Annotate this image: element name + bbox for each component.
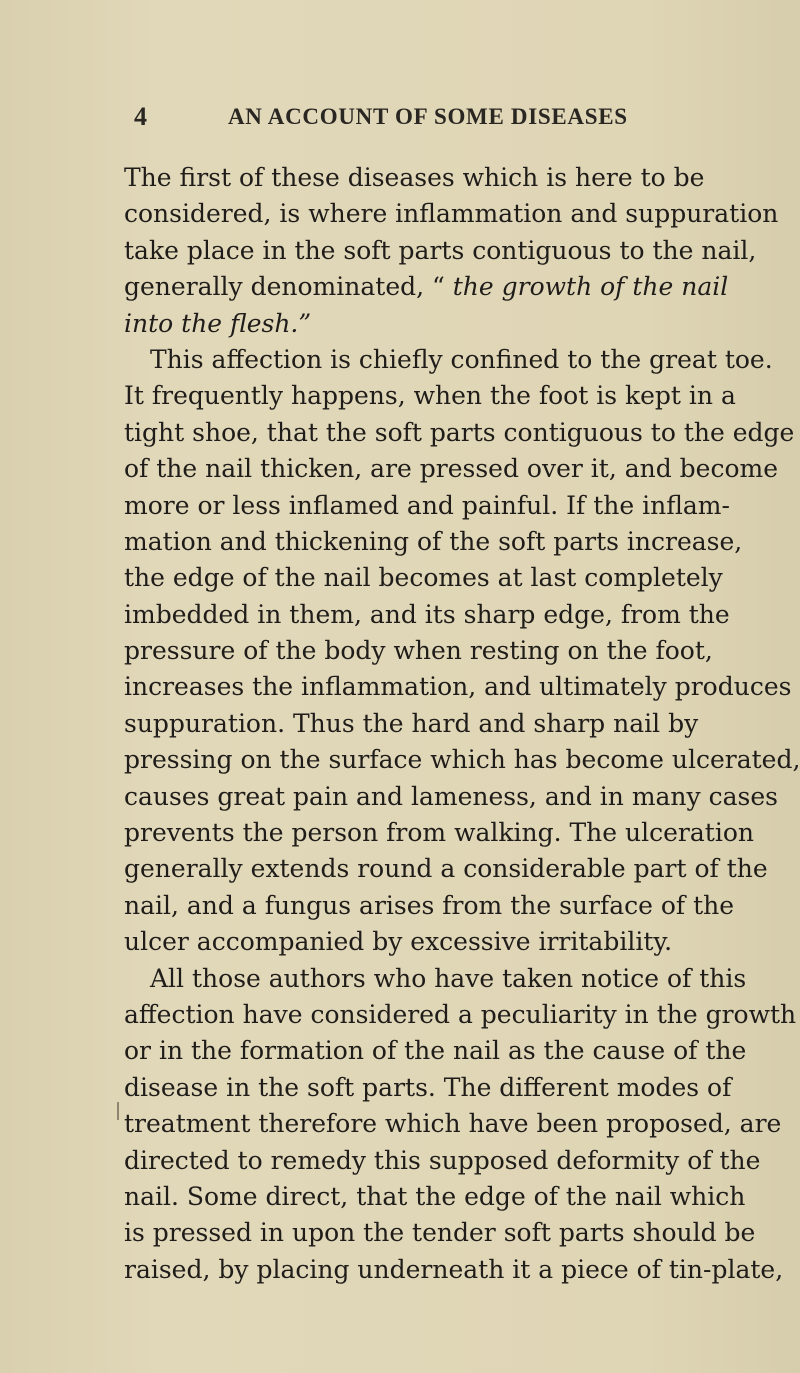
running-head-title: AN ACCOUNT OF SOME DISEASES xyxy=(228,104,628,129)
paragraph-start: This affection is chiefly confined to the great toe. xyxy=(150,344,773,374)
text-line: is pressed in upon the tender soft parts should be xyxy=(124,1218,756,1248)
text-line-italic: into the flesh.” xyxy=(124,308,312,338)
text-line: take place in the soft parts contiguous to the nail, xyxy=(124,235,757,265)
text-line: nail. Some direct, that the edge of the nail which xyxy=(124,1181,746,1211)
page-number: 4 xyxy=(134,102,147,131)
text-line: affection have considered a peculiarity in the growth xyxy=(124,999,797,1029)
running-head xyxy=(0,100,800,134)
text-line: of the nail thicken, are pressed over it, and become xyxy=(124,454,779,484)
text-line: raised, by placing underneath it a piece of tin-plate, xyxy=(124,1254,784,1284)
text-line: increases the inflammation, and ultimately produces xyxy=(124,672,792,702)
text-line: considered, is where inflammation and suppuration xyxy=(124,199,779,229)
text-line: imbedded in them, and its sharp edge, from the xyxy=(124,599,730,629)
text-line: suppuration. Thus the hard and sharp nail by xyxy=(124,708,699,738)
text-line: treatment therefore which have been proposed, are xyxy=(124,1109,782,1139)
text-line: generally extends round a considerable part of the xyxy=(124,854,768,884)
text-line: the edge of the nail becomes at last completely xyxy=(124,563,723,593)
text-line: It frequently happens, when the foot is kept in a xyxy=(124,381,736,411)
paragraph-start: All those authors who have taken notice of this xyxy=(150,963,747,993)
text-line: more or less inflamed and painful. If the inflam- xyxy=(124,490,730,520)
text-line: nail, and a fungus arises from the surface of the xyxy=(124,890,735,920)
paper-mark xyxy=(117,1102,119,1120)
text-line: ulcer accompanied by excessive irritability. xyxy=(124,927,673,957)
text-line-with-italic: generally denominated, “ the growth of the nail xyxy=(124,272,729,302)
text-line: pressing on the surface which has become ulcerated, xyxy=(124,745,800,775)
body-text xyxy=(124,160,800,1288)
text-line: mation and thickening of the soft parts increase, xyxy=(124,526,743,556)
text-line: or in the formation of the nail as the cause of the xyxy=(124,1036,747,1066)
text-line: pressure of the body when resting on the foot, xyxy=(124,636,713,666)
text-line: disease in the soft parts. The different modes of xyxy=(124,1072,732,1102)
text-line: tight shoe, that the soft parts contiguous to the edge xyxy=(124,417,795,447)
text-line: prevents the person from walking. The ulceration xyxy=(124,818,754,848)
text-line: The first of these diseases which is here to be xyxy=(124,163,705,192)
text-line: directed to remedy this supposed deformity of the xyxy=(124,1145,761,1175)
text-line: causes great pain and lameness, and in many cases xyxy=(124,781,778,811)
